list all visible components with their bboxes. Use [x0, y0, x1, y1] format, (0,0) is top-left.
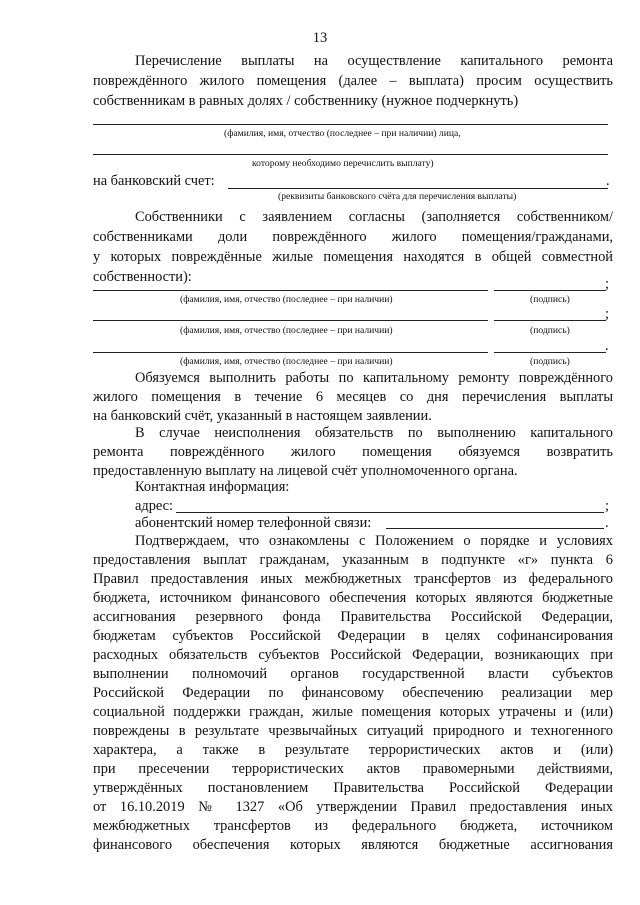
owner-1-fio-line[interactable]	[93, 290, 488, 291]
confirm-line-1: Подтверждаем, что ознакомлены с Положением о порядке и условиях	[135, 533, 613, 549]
phone-dot: .	[605, 515, 609, 531]
recipient-fio-line-2[interactable]	[93, 154, 608, 155]
contact-heading: Контактная информация:	[135, 479, 290, 495]
confirm-line-16: межбюджетных трансфертов из федерального бюджета, источником	[93, 818, 613, 834]
confirm-line-14: утверждённых постановлением Правительства Российской Федерации	[93, 780, 613, 796]
failure-line-1: В случае неисполнения обязательств по выполнению капитального	[135, 425, 613, 441]
owners-line-4: собственности):	[93, 269, 192, 285]
owners-line-1: Собственники с заявлением согласны (заполняется собственником/	[135, 209, 613, 225]
bank-account-label: на банковский счет:	[93, 173, 215, 189]
page-number: 13	[312, 30, 328, 46]
confirm-line-13: при пресечении террористических актов правомерными действиями,	[93, 761, 613, 777]
confirm-line-6: бюджетам субъектов Российской Федерации в целях софинансирования	[93, 628, 613, 644]
address-label: адрес:	[135, 498, 174, 514]
address-line[interactable]	[176, 512, 604, 513]
obligation-line-2: жилого помещения в течение 6 месяцев со дня перечисления выплаты	[93, 389, 613, 405]
confirm-line-10: социальной поддержки граждан, жилые помещения которых утрачены и (или)	[93, 704, 613, 720]
payment-line-1: Перечисление выплаты на осуществление капитального ремонта	[135, 53, 613, 69]
recipient-fio-caption: (фамилия, имя, отчество (последнее – при наличии) лица,	[224, 128, 461, 139]
failure-line-3: предоставленную выплату на лицевой счёт уполномоченного органа.	[93, 463, 518, 479]
bank-account-dot: .	[606, 173, 610, 189]
confirm-line-17: финансового обеспечения которых являются бюджетные ассигнования	[93, 837, 613, 853]
payment-line-3: собственникам в равных долях / собственнику (нужное подчеркнуть)	[93, 93, 519, 109]
phone-label: абонентский номер телефонной связи:	[135, 515, 372, 531]
confirm-line-7: расходных обязательств субъектов Российской Федерации, возникающих при	[93, 647, 613, 663]
owners-line-2: собственниками доли повреждённого жилого помещения/гражданами,	[93, 229, 613, 245]
failure-line-2: ремонта повреждённого жилого помещения обязуемся возвратить	[93, 444, 613, 460]
recipient-caption-2: которому необходимо перечислить выплату)	[252, 158, 434, 169]
owner-3-fio-line[interactable]	[93, 352, 488, 353]
confirm-line-11: повреждены в результате чрезвычайных ситуаций природного и техногенного	[93, 723, 613, 739]
owner-1-semicolon: ;	[605, 276, 609, 292]
confirm-line-8: выполнении полномочий органов государственной власти субъектов	[93, 666, 613, 682]
obligation-line-3: на банковский счёт, указанный в настоящем заявлении.	[93, 408, 432, 424]
confirm-line-9: Российской Федерации по финансовому обеспечению реализации мер	[93, 685, 613, 701]
owner-3-signature-caption: (подпись)	[530, 356, 570, 367]
owner-3-signature-line[interactable]	[494, 352, 606, 353]
owner-2-fio-caption: (фамилия, имя, отчество (последнее – при наличии)	[180, 325, 393, 336]
confirm-line-4: бюджета, источником финансового обеспечения которых являются бюджетные	[93, 590, 613, 606]
owner-2-signature-caption: (подпись)	[530, 325, 570, 336]
confirm-line-12: характера, а также в результате террористических актов и (или)	[93, 742, 613, 758]
confirm-line-3: Правил предоставления иных межбюджетных трансфертов из федерального	[93, 571, 613, 587]
confirm-line-5: ассигнования резервного фонда Правительства Российской Федерации,	[93, 609, 613, 625]
owner-1-fio-caption: (фамилия, имя, отчество (последнее – при наличии)	[180, 294, 393, 305]
bank-details-caption: (реквизиты банковского счёта для перечисления выплаты)	[278, 191, 517, 202]
payment-line-2: повреждённого жилого помещения (далее – выплата) просим осуществить	[93, 73, 613, 89]
owner-3-fio-caption: (фамилия, имя, отчество (последнее – при наличии)	[180, 356, 393, 367]
owner-2-fio-line[interactable]	[93, 320, 488, 321]
obligation-line-1: Обязуемся выполнить работы по капитальному ремонту повреждённого	[135, 370, 613, 386]
confirm-line-15: от 16.10.2019 № 1327 «Об утверждении Правил предоставления иных	[93, 799, 613, 815]
phone-line[interactable]	[386, 528, 604, 529]
owner-2-semicolon: ;	[605, 306, 609, 322]
owner-1-signature-caption: (подпись)	[530, 294, 570, 305]
recipient-fio-line[interactable]	[93, 124, 608, 125]
owners-line-3: у которых повреждённые жилые помещения находятся в общей совместной	[93, 249, 613, 265]
owner-2-signature-line[interactable]	[494, 320, 606, 321]
owner-1-signature-line[interactable]	[494, 290, 606, 291]
owner-3-dot: .	[605, 338, 609, 354]
confirm-line-2: предоставления выплат гражданам, указанным в подпункте «г» пункта 6	[93, 552, 613, 568]
bank-account-line[interactable]	[228, 188, 608, 189]
address-semicolon: ;	[605, 498, 609, 514]
